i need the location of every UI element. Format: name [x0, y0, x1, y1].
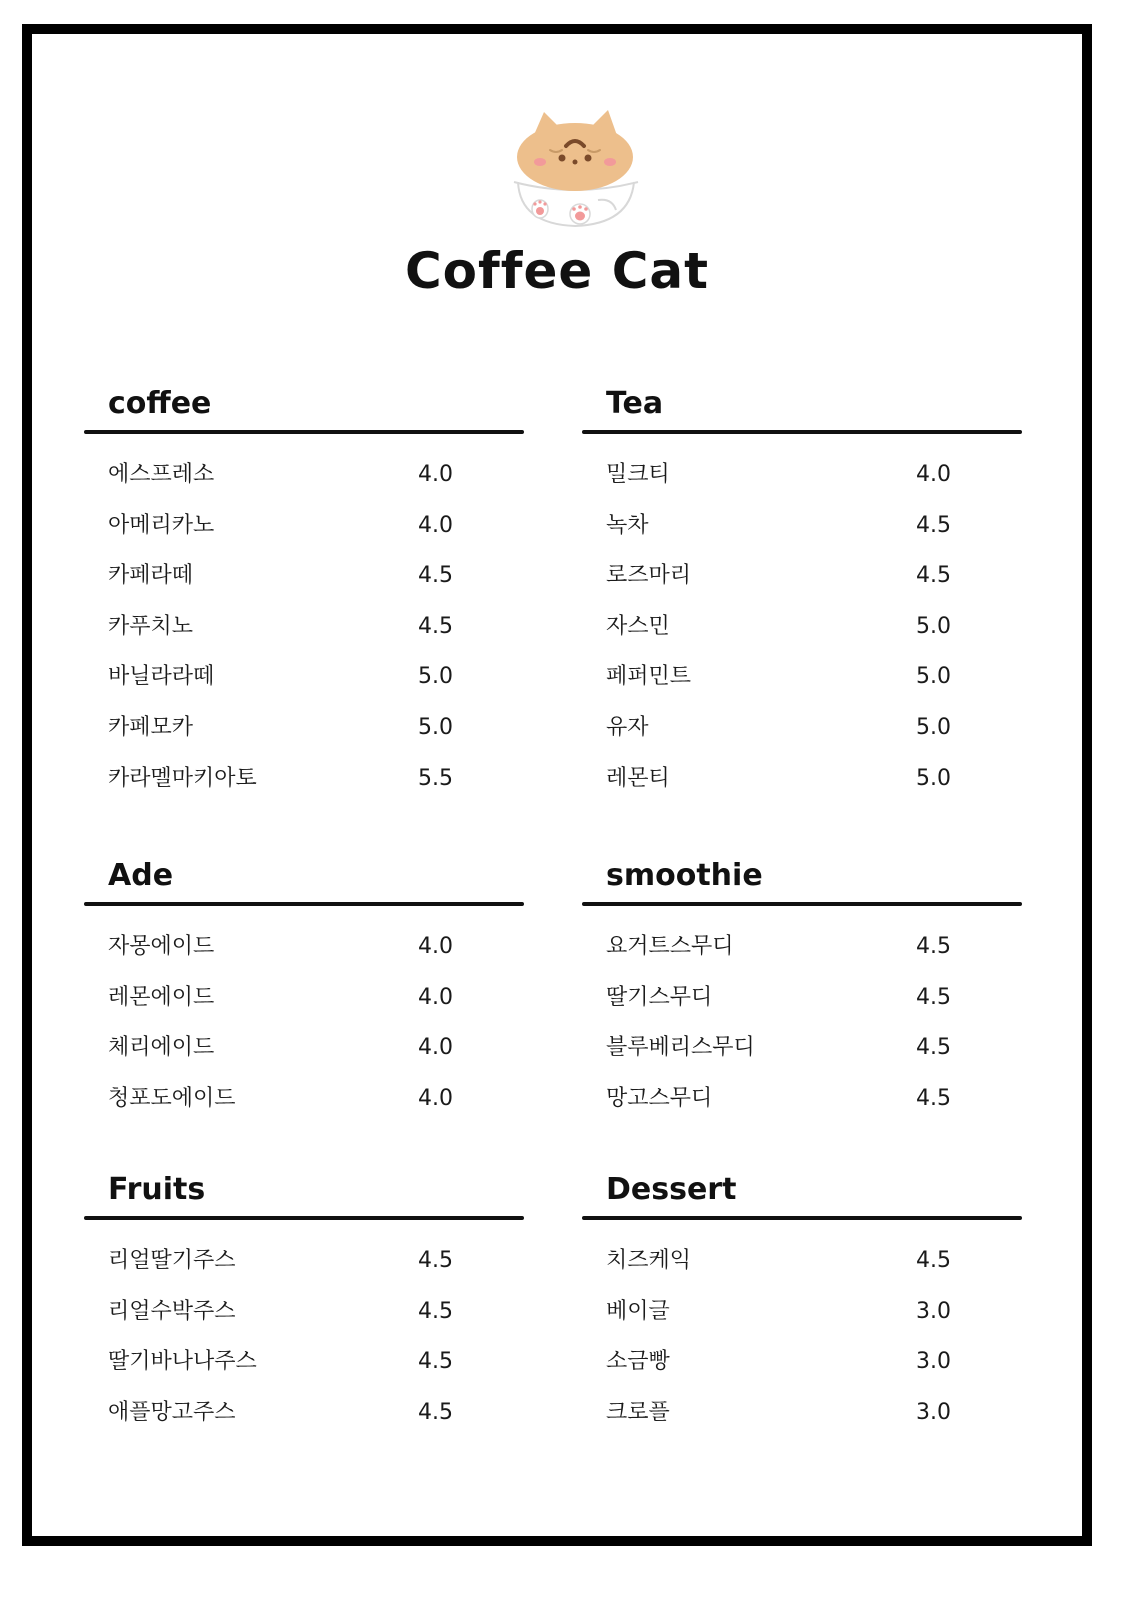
item-name: 리얼딸기주스 [108, 1248, 236, 1273]
item-name: 자스민 [606, 613, 670, 639]
menu-item [582, 1398, 1022, 1449]
item-name: 바닐라라떼 [108, 664, 215, 690]
item-name: 카페모카 [108, 714, 194, 740]
item-price: 4.5 [916, 563, 951, 589]
item-name: 딸기바나나주스 [108, 1349, 257, 1375]
item-price: 4.0 [418, 1085, 453, 1111]
item-name: 로즈마리 [606, 563, 692, 589]
item-name: 망고스무디 [606, 1085, 713, 1111]
item-price: 5.0 [916, 714, 951, 740]
item-name: 청포도에이드 [108, 1085, 236, 1111]
menu-item [84, 1398, 524, 1449]
menu-item [582, 1246, 1022, 1297]
item-price: 4.5 [418, 1248, 453, 1273]
menu-item [582, 561, 1022, 612]
menu-item [582, 1297, 1022, 1348]
section-title: coffee [108, 386, 212, 421]
item-name: 카푸치노 [108, 613, 194, 639]
item-name: 요거트스무디 [606, 934, 734, 959]
item-name: 리얼수박주스 [108, 1298, 236, 1324]
item-price: 4.0 [418, 462, 453, 487]
item-price: 4.0 [418, 512, 453, 538]
menu-item [84, 932, 524, 983]
menu-item [582, 662, 1022, 713]
menu-item [84, 1033, 524, 1084]
item-price: 4.5 [916, 984, 951, 1010]
menu-item [84, 460, 524, 511]
item-price: 5.0 [916, 664, 951, 690]
menu-item [84, 713, 524, 764]
section-title: Tea [606, 386, 664, 421]
menu-frame [22, 24, 1092, 1546]
item-price: 4.5 [418, 1399, 453, 1425]
item-name: 밀크티 [606, 462, 670, 487]
item-name: 딸기스무디 [606, 984, 713, 1010]
item-name: 카페라떼 [108, 563, 194, 589]
menu-item [84, 511, 524, 562]
section-divider [84, 902, 524, 906]
menu-item [582, 713, 1022, 764]
shop-title: Coffee Cat [404, 242, 710, 300]
cat-in-cup-icon [500, 102, 650, 232]
item-price: 3.0 [916, 1298, 951, 1324]
item-name: 치즈케익 [606, 1248, 692, 1273]
item-price: 4.5 [418, 613, 453, 639]
section-divider [84, 430, 524, 434]
item-name: 애플망고주스 [108, 1399, 236, 1425]
menu-item [582, 983, 1022, 1034]
menu-item [582, 932, 1022, 983]
item-name: 크로플 [606, 1399, 670, 1425]
section-tea [582, 384, 1022, 814]
menu-item [84, 764, 524, 815]
menu-item [582, 1084, 1022, 1135]
item-price: 5.0 [418, 714, 453, 740]
menu-item [84, 662, 524, 713]
item-price: 5.0 [418, 664, 453, 690]
item-price: 5.0 [916, 613, 951, 639]
menu-item [84, 1297, 524, 1348]
item-name: 아메리카노 [108, 512, 215, 538]
item-name: 페퍼민트 [606, 664, 692, 690]
menu-item [582, 764, 1022, 815]
item-price: 3.0 [916, 1399, 951, 1425]
item-name: 소금빵 [606, 1349, 670, 1375]
section-title: Ade [108, 858, 174, 893]
menu-item [84, 1347, 524, 1398]
item-price: 4.5 [916, 512, 951, 538]
item-price: 4.0 [916, 462, 951, 487]
item-price: 5.5 [418, 765, 453, 791]
section-title: Dessert [606, 1172, 737, 1207]
section-divider [582, 902, 1022, 906]
item-price: 4.5 [418, 563, 453, 589]
item-name: 체리에이드 [108, 1035, 215, 1061]
section-divider [84, 1216, 524, 1220]
item-price: 4.0 [418, 934, 453, 959]
item-name: 자몽에이드 [108, 934, 215, 959]
item-price: 4.5 [916, 1248, 951, 1273]
item-price: 4.5 [418, 1349, 453, 1375]
item-price: 4.5 [916, 1035, 951, 1061]
section-title: smoothie [606, 858, 763, 893]
item-price: 4.5 [418, 1298, 453, 1324]
section-coffee [84, 384, 524, 814]
item-name: 녹차 [606, 512, 649, 538]
section-fruits [84, 1170, 524, 1448]
item-price: 4.0 [418, 1035, 453, 1061]
item-price: 4.5 [916, 934, 951, 959]
section-divider [582, 1216, 1022, 1220]
section-smoothie [582, 856, 1022, 1134]
menu-item [84, 1084, 524, 1135]
menu-item [84, 983, 524, 1034]
item-name: 블루베리스무디 [606, 1035, 755, 1061]
section-divider [582, 430, 1022, 434]
item-name: 베이글 [606, 1298, 670, 1324]
item-name: 카라멜마키아토 [108, 765, 257, 791]
section-title: Fruits [108, 1172, 206, 1207]
item-price: 4.0 [418, 984, 453, 1010]
menu-item [582, 511, 1022, 562]
menu-item [582, 460, 1022, 511]
menu-item [84, 1246, 524, 1297]
item-price: 5.0 [916, 765, 951, 791]
item-price: 3.0 [916, 1349, 951, 1375]
item-name: 레몬티 [606, 765, 670, 791]
item-price: 4.5 [916, 1085, 951, 1111]
menu-item [84, 561, 524, 612]
section-dessert [582, 1170, 1022, 1448]
menu-item [582, 1033, 1022, 1084]
menu-item [582, 612, 1022, 663]
item-name: 에스프레소 [108, 462, 215, 487]
menu-item [84, 612, 524, 663]
item-name: 레몬에이드 [108, 984, 215, 1010]
item-name: 유자 [606, 714, 649, 740]
section-ade [84, 856, 524, 1134]
menu-item [582, 1347, 1022, 1398]
